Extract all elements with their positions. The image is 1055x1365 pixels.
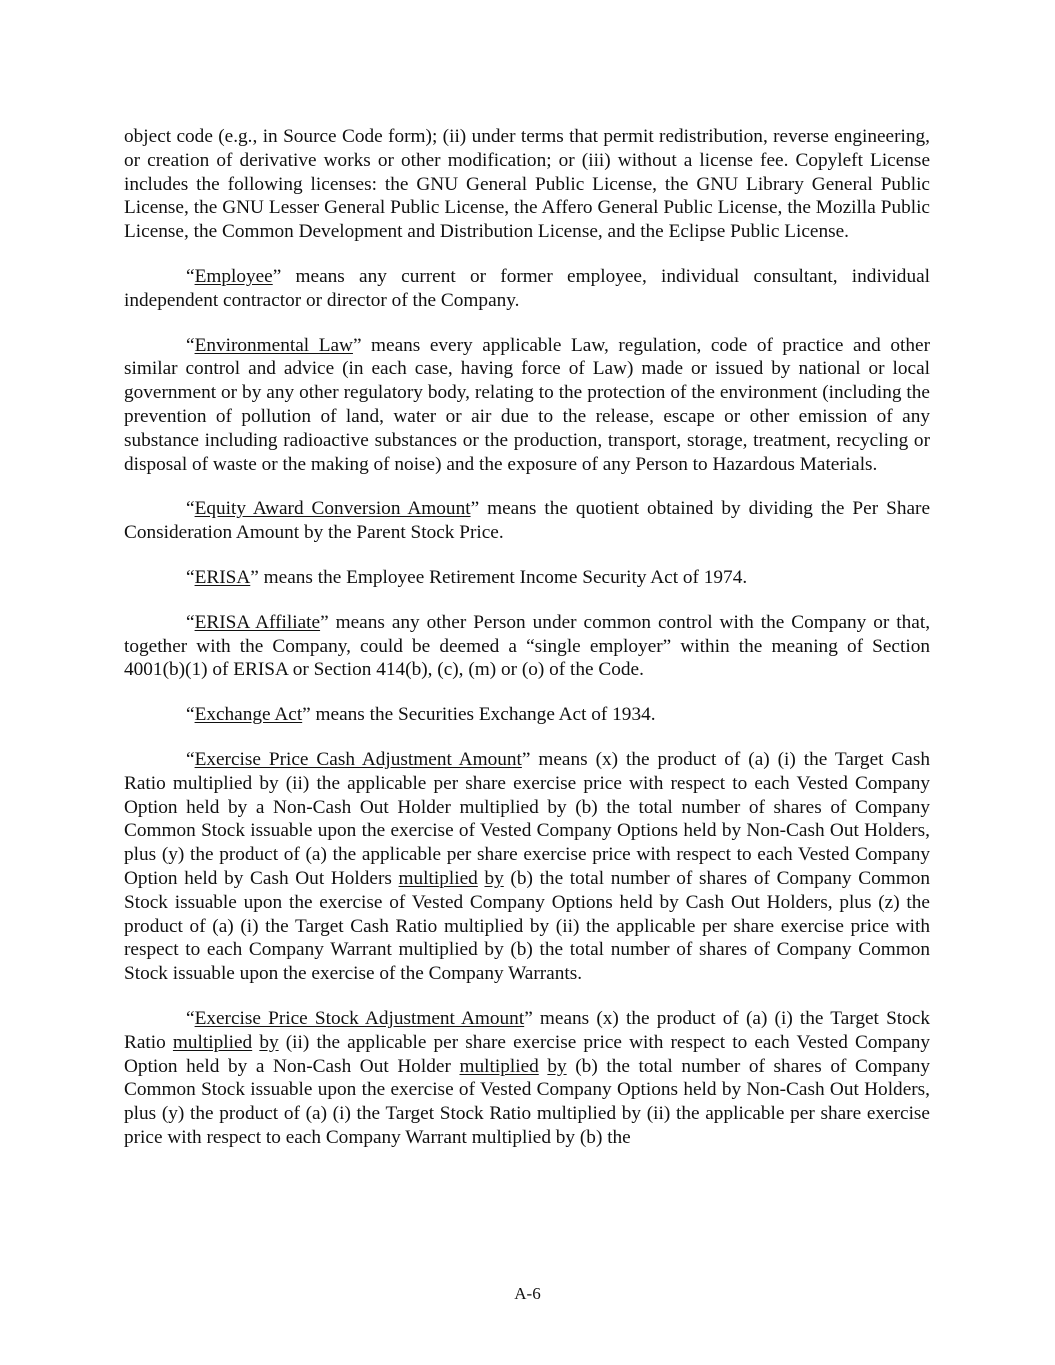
defined-term: ERISA Affiliate — [194, 611, 321, 633]
paragraph-text: ” means any current or former employee, individual consultant, individual independent contractor or director of the Company. — [124, 265, 930, 311]
paragraph — [124, 265, 930, 313]
defined-term: Environmental Law — [194, 334, 353, 356]
defined-term: multiplied — [459, 1055, 539, 1077]
paragraph-text: (b) the total number of shares of Company Common Stock issuable upon the exercise of Vested Company Options held by Cash Out Holders, plus (z) the product of (a) (i) the Target Cash Ratio multiplied by (ii) the applicable per share exercise price with respect to each Company Warrant multiplied by (b) the total number of shares of Company Common Stock issuable upon the exercise of the Company Warrants. — [124, 867, 930, 985]
paragraph-text: (ii) the applicable per share exercise price with respect to each Vested Company Option held by a Non-Cash Out Holder — [124, 1031, 931, 1077]
document-body — [124, 125, 930, 1171]
paragraph-text: object code (e.g., in Source Code form); (ii) under terms that permit redistribution, reverse engineering, or creation of derivative works or other modification; or (iii) without a license fee. Copyleft License includes the following licenses: the GNU General Public License, the GNU Library General Public License, the GNU Lesser General Public License, the Affero General Public License, the Mozilla Public License, the Common Development and Distribution License, and the Eclipse Public License. — [124, 126, 930, 243]
paragraph-text: ” means the Securities Exchange Act of 1934. — [302, 704, 656, 726]
paragraph-text: ” means every applicable Law, regulation, code of practice and other similar control and advice (in each case, having force of Law) made or issued by national or local government or by any other regulatory body, relating to the protection of the environment (including the prevention of pollution of land, water or air due to the release, escape or other emission of any substance including radioactive substances or the production, transport, storage, treatment, recycling or disposal of waste or the making of noise) and the exposure of any Person to Hazardous Materials. — [124, 334, 930, 475]
paragraph — [124, 703, 930, 727]
paragraph-text: “ — [186, 498, 195, 520]
defined-term: multiplied — [398, 867, 478, 889]
paragraph-text: ” means the quotient obtained by dividing the Per Share Consideration Amount by the Parent Stock Price. — [124, 498, 930, 544]
defined-term: Exercise Price Cash Adjustment Amount — [194, 748, 522, 770]
paragraph-text: (b) the total number of shares of Company Common Stock issuable upon the exercise of Vested Company Options held by Non-Cash Out Holders, plus (y) the product of (a) (i) the Target Stock Ratio multiplied by (ii) the applicable per share exercise price with respect to each Company Warrant multiplied by (b) the — [124, 1055, 930, 1148]
paragraph — [124, 611, 930, 682]
paragraph — [124, 1007, 930, 1150]
defined-term: Exercise Price Stock Adjustment Amount — [194, 1007, 525, 1029]
paragraph-text: “ — [186, 704, 195, 726]
paragraph-text: “ — [186, 611, 195, 633]
paragraph-text: ” means (x) the product of (a) (i) the Target Cash Ratio multiplied by (ii) the applicable per share exercise price with respect to each Vested Company Option held by a Non-Cash Out Holder multiplied by (b) the total number of shares of Company Common Stock issuable upon the exercise of Vested Company Options held by Non-Cash Out Holders, plus (y) the product of (a) the applicable per share exercise price with respect to each Vested Company Option held by Cash Out Holders — [124, 748, 930, 889]
defined-term: Exchange Act — [194, 704, 303, 726]
paragraph — [124, 125, 930, 244]
defined-term: by — [547, 1055, 567, 1077]
paragraph — [124, 497, 930, 545]
paragraph-text: “ — [186, 1007, 195, 1029]
paragraph-text: “ — [186, 334, 195, 356]
page-number: A-6 — [514, 1284, 541, 1303]
defined-term: multiplied — [172, 1031, 253, 1053]
defined-term: Equity Award Conversion Amount — [194, 498, 471, 520]
paragraph-text: “ — [186, 566, 195, 588]
paragraph-text: ” means the Employee Retirement Income Security Act of 1974. — [250, 566, 748, 588]
paragraph — [124, 566, 930, 590]
defined-term: by — [259, 1031, 279, 1053]
paragraph-text: ” means (x) the product of (a) (i) the Target Stock Ratio — [124, 1007, 930, 1053]
paragraph — [124, 334, 930, 477]
paragraph — [124, 748, 930, 986]
defined-term: Employee — [194, 265, 273, 287]
defined-term: by — [484, 867, 504, 889]
defined-term: ERISA — [194, 566, 251, 588]
paragraph-text: ” means any other Person under common control with the Company or that, together with the Company, could be deemed a “single employer” within the meaning of Section 4001(b)(1) of ERISA or Section 414(b), (c), (m) or (o) of the Code. — [124, 611, 931, 681]
paragraph-text: “ — [186, 748, 195, 770]
paragraph-text: “ — [186, 265, 195, 287]
